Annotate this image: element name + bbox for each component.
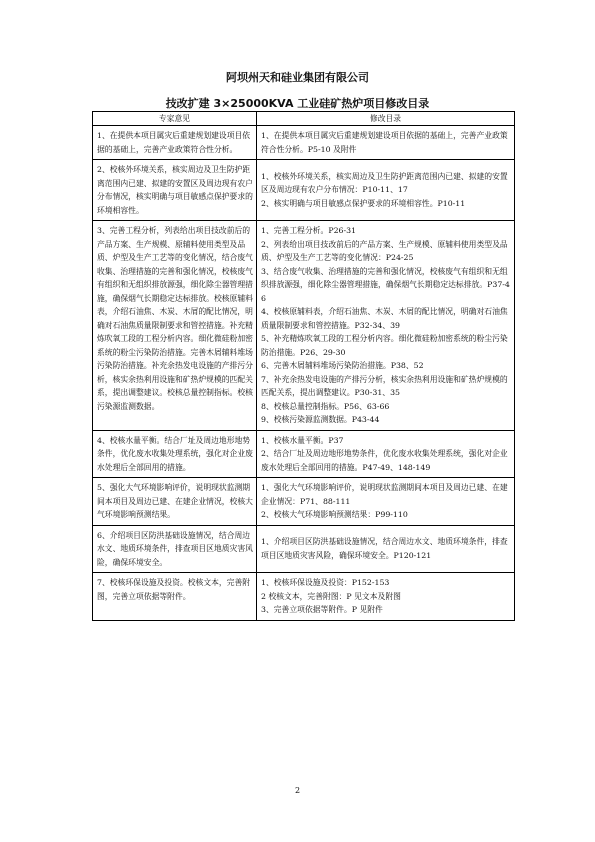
revision-item: 2 校核文本，完善附图：P 见文本及附图	[261, 591, 401, 601]
revision-item: 2、结合厂址及周边地形地势条件，优化废水收集处理系统，强化对企业废水处理后全部回用的措施。P47-49、148-149	[261, 449, 508, 472]
document-title: 阿坝州天和硅业集团有限公司	[226, 71, 369, 84]
revision-item: 1、在提供本项目属灾后重建规划建设项目依据的基础上，完善产业政策符合性分析。P5-10 及附件	[261, 131, 508, 154]
revision-item: 1、校核水量平衡。P37	[261, 435, 344, 445]
revision-item: 8、校核总量控制指标。P56、63-66	[261, 401, 390, 411]
table-row	[93, 525, 515, 573]
revision-cell	[257, 478, 515, 526]
revision-item: 1、校核环保设施及投资：P152-153	[261, 578, 390, 587]
revision-item: 1、完善工程分析。P26-31	[261, 226, 357, 235]
expert-opinion-cell: 2、校核外环境关系，核实周边及卫生防护距离范围内已建、拟建的安置区及周边现有农户分布情况，核实明确与项目敏感点保护要求的环境相容性。	[93, 160, 257, 221]
table-row	[93, 221, 515, 431]
revision-cell	[257, 525, 515, 573]
revision-table	[92, 111, 515, 621]
revision-cell	[257, 430, 515, 478]
table-row	[93, 430, 515, 478]
header-expert-opinion: 专家意见	[93, 112, 257, 126]
revision-cell	[257, 126, 515, 160]
revision-item: 7、补充余热发电设施的产排污分析，核实余热利用设施和矿热炉规模的匹配关系，提出调整建议。P30-31、35	[261, 374, 508, 397]
revision-item: 3、完善立项依据等附件。P 见附件	[261, 605, 383, 614]
revision-cell	[257, 160, 515, 221]
table-header-row	[93, 112, 515, 126]
header-revision-index: 修改目录	[257, 112, 515, 126]
document-subtitle: 技改扩建 3×25000KVA 工业硅矿热炉项目修改目录	[165, 97, 430, 110]
revision-item: 1、校核外环境关系，核实周边及卫生防护距离范围内已建、拟建的安置区及周边现有农户分布情况：P10-11、17	[261, 171, 508, 195]
revision-cell	[257, 221, 515, 431]
table-row	[93, 160, 515, 221]
revision-item: 2、核实明确与项目敏感点保护要求的环境相容性。P10-11	[261, 198, 466, 208]
table-row	[93, 478, 515, 526]
revision-item: 3、结合废气收集、治理措施的完善和强化情况，校核废气有组织和无组织排放源强，细化除尘器管理措施，确保烟气长期稳定达标排放。P37-46	[261, 266, 510, 303]
revision-item: 6、完善木屑辅料堆场污染防治措施。P38、52	[261, 361, 424, 370]
expert-opinion-cell: 3、完善工程分析，列表给出项目技改前后的产品方案、生产规模、原辅料使用类型及品质、炉型及生产工艺等的变化情况，结合废气收集、治理措施的完善和强化情况，校核废气有组织和无组织排放源强，细化除尘器管理措施，确保烟气长期稳定达标排放。校核原辅料表，介绍石油焦、木炭、木屑的配比情况，明确对石油焦质量限制要求和管控措施。补充精炼吹氧工段的工程分析内容。细化微硅粉加密系统的粉尘污染防治措施。完善木屑辅料堆场污染防治措施。补充余热发电设施的产排污分析，核实余热利用设施和矿热炉规模的匹配关系，提出调整建议。校核总量控制指标。校核污染源监测数据。	[93, 221, 257, 431]
revision-item: 4、校核原辅料表，介绍石油焦、木炭、木屑的配比情况，明确对石油焦质量限制要求和管控措施。P32-34、39	[261, 307, 508, 330]
expert-opinion-cell: 1、在提供本项目属灾后重建规划建设项目依据的基础上，完善产业政策符合性分析。	[93, 126, 257, 160]
revision-item: 1、强化大气环境影响评价，说明现状监测期间本项目及周边已建、在建企业情况：P71、88-111	[261, 483, 508, 506]
page-number: 2	[294, 786, 301, 795]
revision-item: 9、校核污染源监测数据。P43-44	[261, 415, 380, 424]
revision-item: 2、校核大气环境影响预测结果：P99-110	[261, 510, 408, 519]
revision-item: 2、列表给出项目技改前后的产品方案、生产规模、原辅料使用类型及品质、炉型及生产工艺等的变化情况：P24-25	[261, 239, 508, 262]
expert-opinion-cell: 6、介绍项目区防洪基础设施情况，结合周边水文、地质环境条件，排查项目区地质灾害风险，确保环境安全。	[93, 525, 257, 573]
table-row	[93, 573, 515, 621]
revision-item: 1、介绍项目区防洪基础设施情况，结合周边水文、地质环境条件，排查项目区地质灾害风险，确保环境安全。P120-121	[261, 537, 508, 560]
revision-cell	[257, 573, 515, 621]
revision-item: 5、补充精炼吹氧工段的工程分析内容。细化微硅粉加密系统的粉尘污染防治措施。P26、29-30	[261, 334, 508, 357]
expert-opinion-cell: 4、校核水量平衡。结合厂址及周边地形地势条件，优化废水收集处理系统，强化对企业废水处理后全部回用的措施。	[93, 430, 257, 478]
expert-opinion-cell: 5、强化大气环境影响评价，说明现状监测期间本项目及周边已建、在建企业情况，校核大气环境影响预测结果。	[93, 478, 257, 526]
expert-opinion-cell: 7、校核环保设施及投资。校核文本，完善附图，完善立项依据等附件。	[93, 573, 257, 621]
table-row	[93, 126, 515, 160]
